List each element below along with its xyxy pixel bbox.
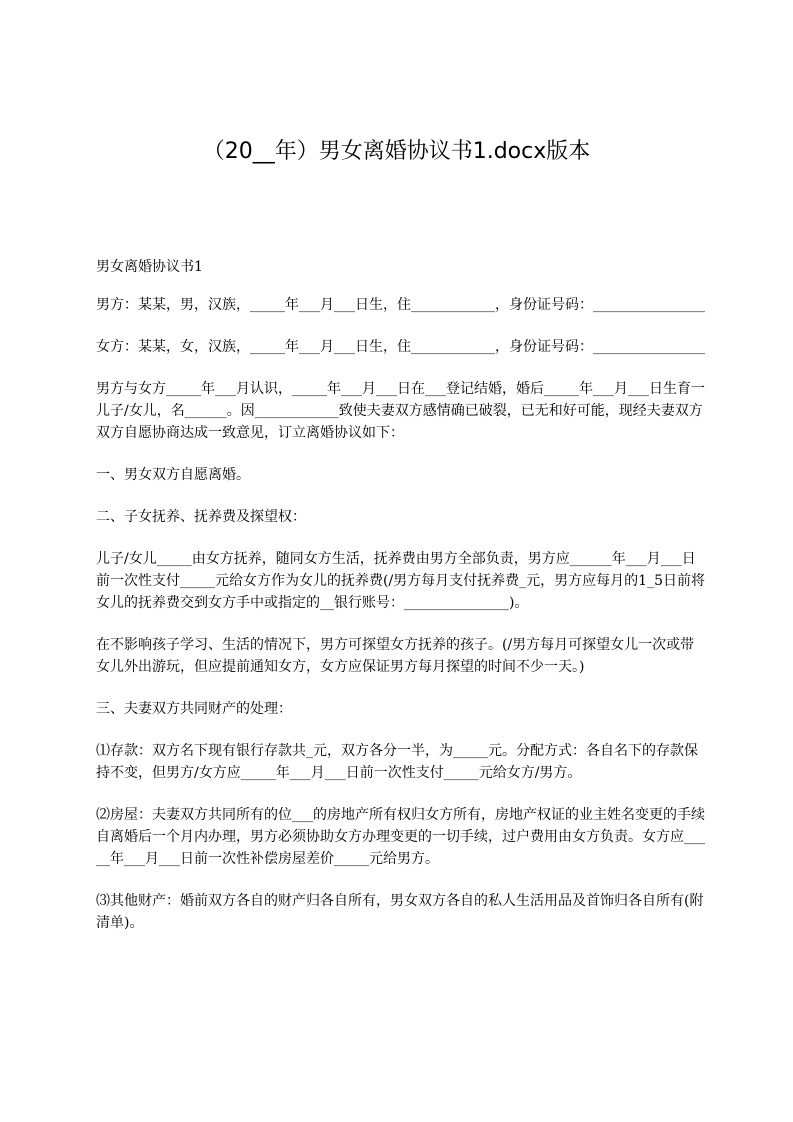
clause-3-house: ⑵房屋：夫妻双方共同所有的位___的房地产所有权归女方所有，房地产权证的业主姓名变更的手续自离婚后一个月内办理，男方必须协助女方办理变更的一切手续，过户费用由女方负责。女方应_____年___月___日前一次性补偿房屋差价_____元给男方。: [96, 807, 705, 867]
clause-1: 一、男女双方自愿离婚。: [96, 467, 250, 483]
clause-2-heading: 二、子女抚养、抚养费及探望权：: [96, 509, 306, 525]
clause-3-other-property: ⑶其他财产：婚前双方各自的财产归各自所有，男女双方各自的私人生活用品及首饰归各自所有(附清单)。: [96, 893, 704, 931]
clause-3-deposits: ⑴存款：双方名下现有银行存款共_元，双方各分一半，为_____元。分配方式：各自名下的存款保持不变，但男方/女方应_____年___月___日前一次性支付_____元给女方/男方。: [96, 743, 698, 781]
clause-3-heading: 三、夫妻双方共同财产的处理：: [96, 701, 292, 717]
clause-2-visitation: 在不影响孩子学习、生活的情况下，男方可探望女方抚养的孩子。(/男方每月可探望女儿一次或带女儿外出游玩，但应提前通知女方，女方应保证男方每月探望的时间不少一天。): [96, 637, 695, 675]
document-body: [96, 256, 706, 954]
heading-line: 男女离婚协议书1: [96, 259, 203, 275]
document-title: （20__年）男女离婚协议书1.docx版本: [202, 139, 591, 164]
paragraph-intro: 男方与女方_____年___月认识，_____年___月___日在___登记结婚，婚后_____年___月___日生育一儿子/女儿，名______。因____________致使夫妻双方感情确已破裂，已无和好可能，现经夫妻双方双方自愿协商达成一致意见，订立离婚协议如下：: [96, 381, 705, 441]
paragraph-woman-info: 女方：某某，女，汉族，_____年___月___日生，住____________，身份证号码：________________: [96, 339, 705, 355]
paragraph-man-info: 男方：某某，男，汉族，_____年___月___日生，住____________，身份证号码：________________: [96, 297, 705, 313]
clause-2-custody: 儿子/女儿_____由女方抚养，随同女方生活，抚养费由男方全部负责，男方应______年___月___日前一次性支付_____元给女方作为女儿的抚养费(/男方每月支付抚养费_元，男方应每月的1_5日前将女儿的抚养费交到女方手中或指定的__银行账号：_______________)。: [96, 551, 705, 611]
